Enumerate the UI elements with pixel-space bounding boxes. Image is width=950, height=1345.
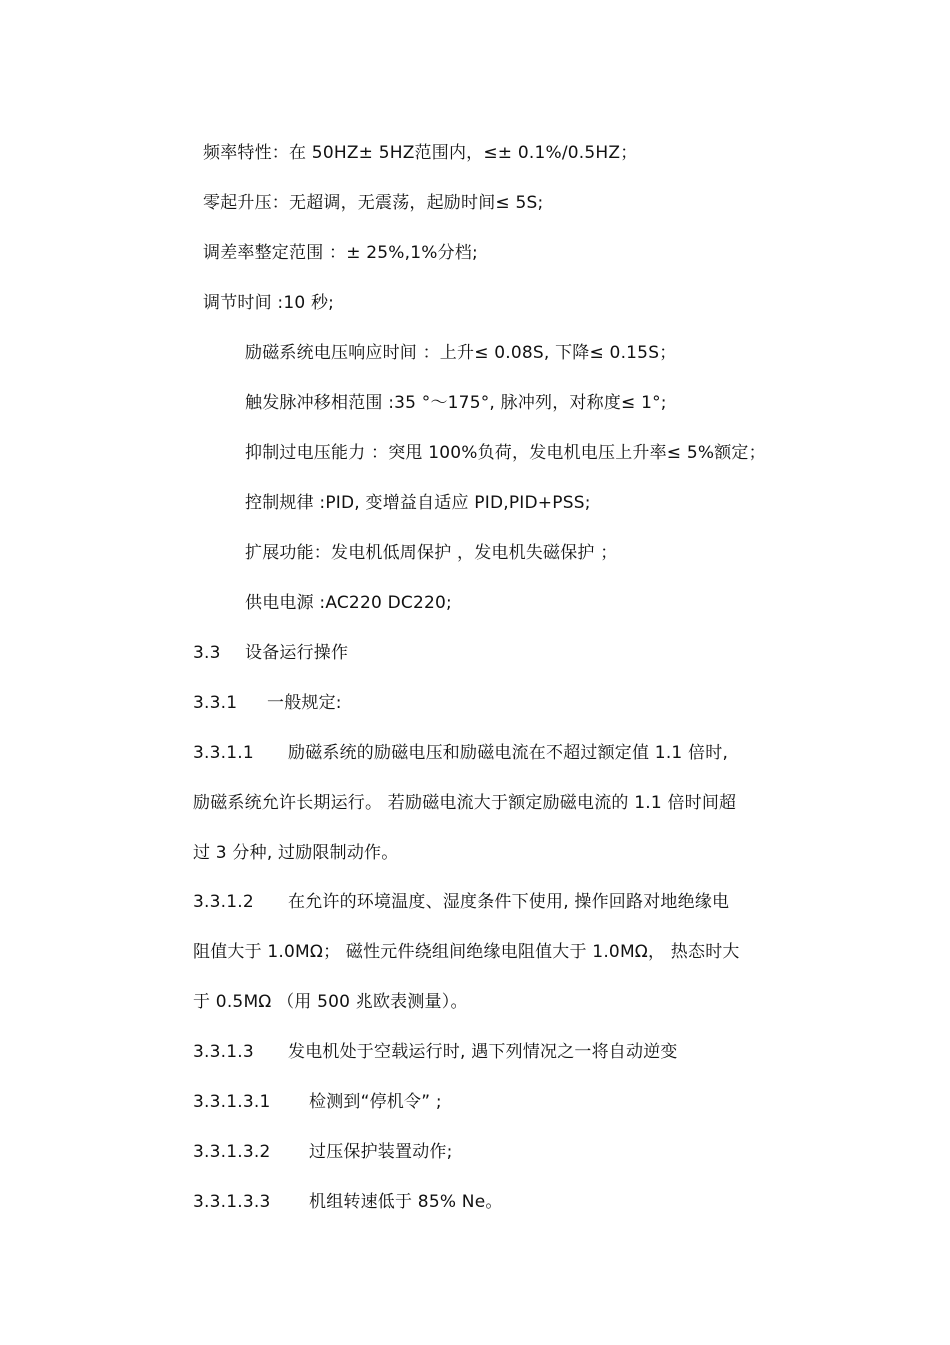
spec-zero-start: 零起升压：无超调，无震荡，起励时间≤ 5S; xyxy=(203,193,544,213)
section-number: 3.3.1 xyxy=(193,693,238,713)
spec-droop-range: 调差率整定范围 ：± 25%,1%分档; xyxy=(203,243,478,263)
spec-power-supply: 供电电源 :AC220 DC220; xyxy=(245,593,452,613)
spec-voltage-response: 励磁系统电压响应时间 ：上升≤ 0.08S, 下降≤ 0.15S； xyxy=(245,343,677,363)
item-text: 检测到“停机令” ; xyxy=(309,1092,442,1112)
item-number: 3.3.1.2 xyxy=(193,892,254,912)
item-number: 3.3.1.3.2 xyxy=(193,1142,271,1162)
spec-overvoltage: 抑制过电压能力 ：突甩 100%负荷，发电机电压上升率≤ 5%额定； xyxy=(245,443,766,463)
section-title: 一般规定: xyxy=(267,693,342,713)
item-number: 3.3.1.1 xyxy=(193,743,254,763)
spec-regulation-time: 调节时间 :10 秒; xyxy=(203,293,335,313)
section-title: 设备运行操作 xyxy=(245,643,349,663)
spec-control-law: 控制规律 :PID, 变增益自适应 PID,PID+PSS; xyxy=(245,493,591,513)
item-3-3-1-2-line3: 于 0.5MΩ （用 500 兆欧表测量）。 xyxy=(193,992,468,1012)
section-3-3-heading xyxy=(193,641,348,665)
item-3-3-1-3 xyxy=(193,1040,678,1064)
item-text: 过压保护装置动作; xyxy=(309,1142,453,1162)
spec-trigger-phase: 触发脉冲移相范围 :35 °～175°, 脉冲列，对称度≤ 1°; xyxy=(245,393,667,413)
item-number: 3.3.1.3.1 xyxy=(193,1092,271,1112)
section-number: 3.3 xyxy=(193,643,221,663)
item-number: 3.3.1.3.3 xyxy=(193,1192,271,1212)
item-3-3-1-3-2 xyxy=(193,1140,453,1164)
item-text: 机组转速低于 85% Ne。 xyxy=(309,1192,503,1212)
item-3-3-1-1-line3: 过 3 分种, 过励限制动作。 xyxy=(193,843,399,863)
item-3-3-1-1-line2: 励磁系统允许长期运行。 若励磁电流大于额定励磁电流的 1.1 倍时间超 xyxy=(193,793,737,813)
spec-extended-functions: 扩展功能：发电机低周保护 ，发电机失磁保护 ； xyxy=(245,543,618,563)
section-3-3-1-heading xyxy=(193,691,342,715)
item-number: 3.3.1.3 xyxy=(193,1042,254,1062)
item-text: 励磁系统的励磁电压和励磁电流在不超过额定值 1.1 倍时, xyxy=(288,743,729,763)
item-3-3-1-3-1 xyxy=(193,1090,442,1114)
item-3-3-1-2-line1 xyxy=(193,890,729,914)
item-3-3-1-3-3 xyxy=(193,1190,503,1214)
item-3-3-1-2-line2: 阻值大于 1.0MΩ； 磁性元件绕组间绝缘电阻值大于 1.0MΩ， 热态时大 xyxy=(193,942,740,962)
item-text: 在允许的环境温度、湿度条件下使用, 操作回路对地绝缘电 xyxy=(288,892,730,912)
spec-frequency: 频率特性：在 50HZ± 5HZ范围内，≤± 0.1%/0.5HZ； xyxy=(203,143,638,163)
item-text: 发电机处于空载运行时, 遇下列情况之一将自动逆变 xyxy=(288,1042,678,1062)
item-3-3-1-1-line1 xyxy=(193,741,728,765)
